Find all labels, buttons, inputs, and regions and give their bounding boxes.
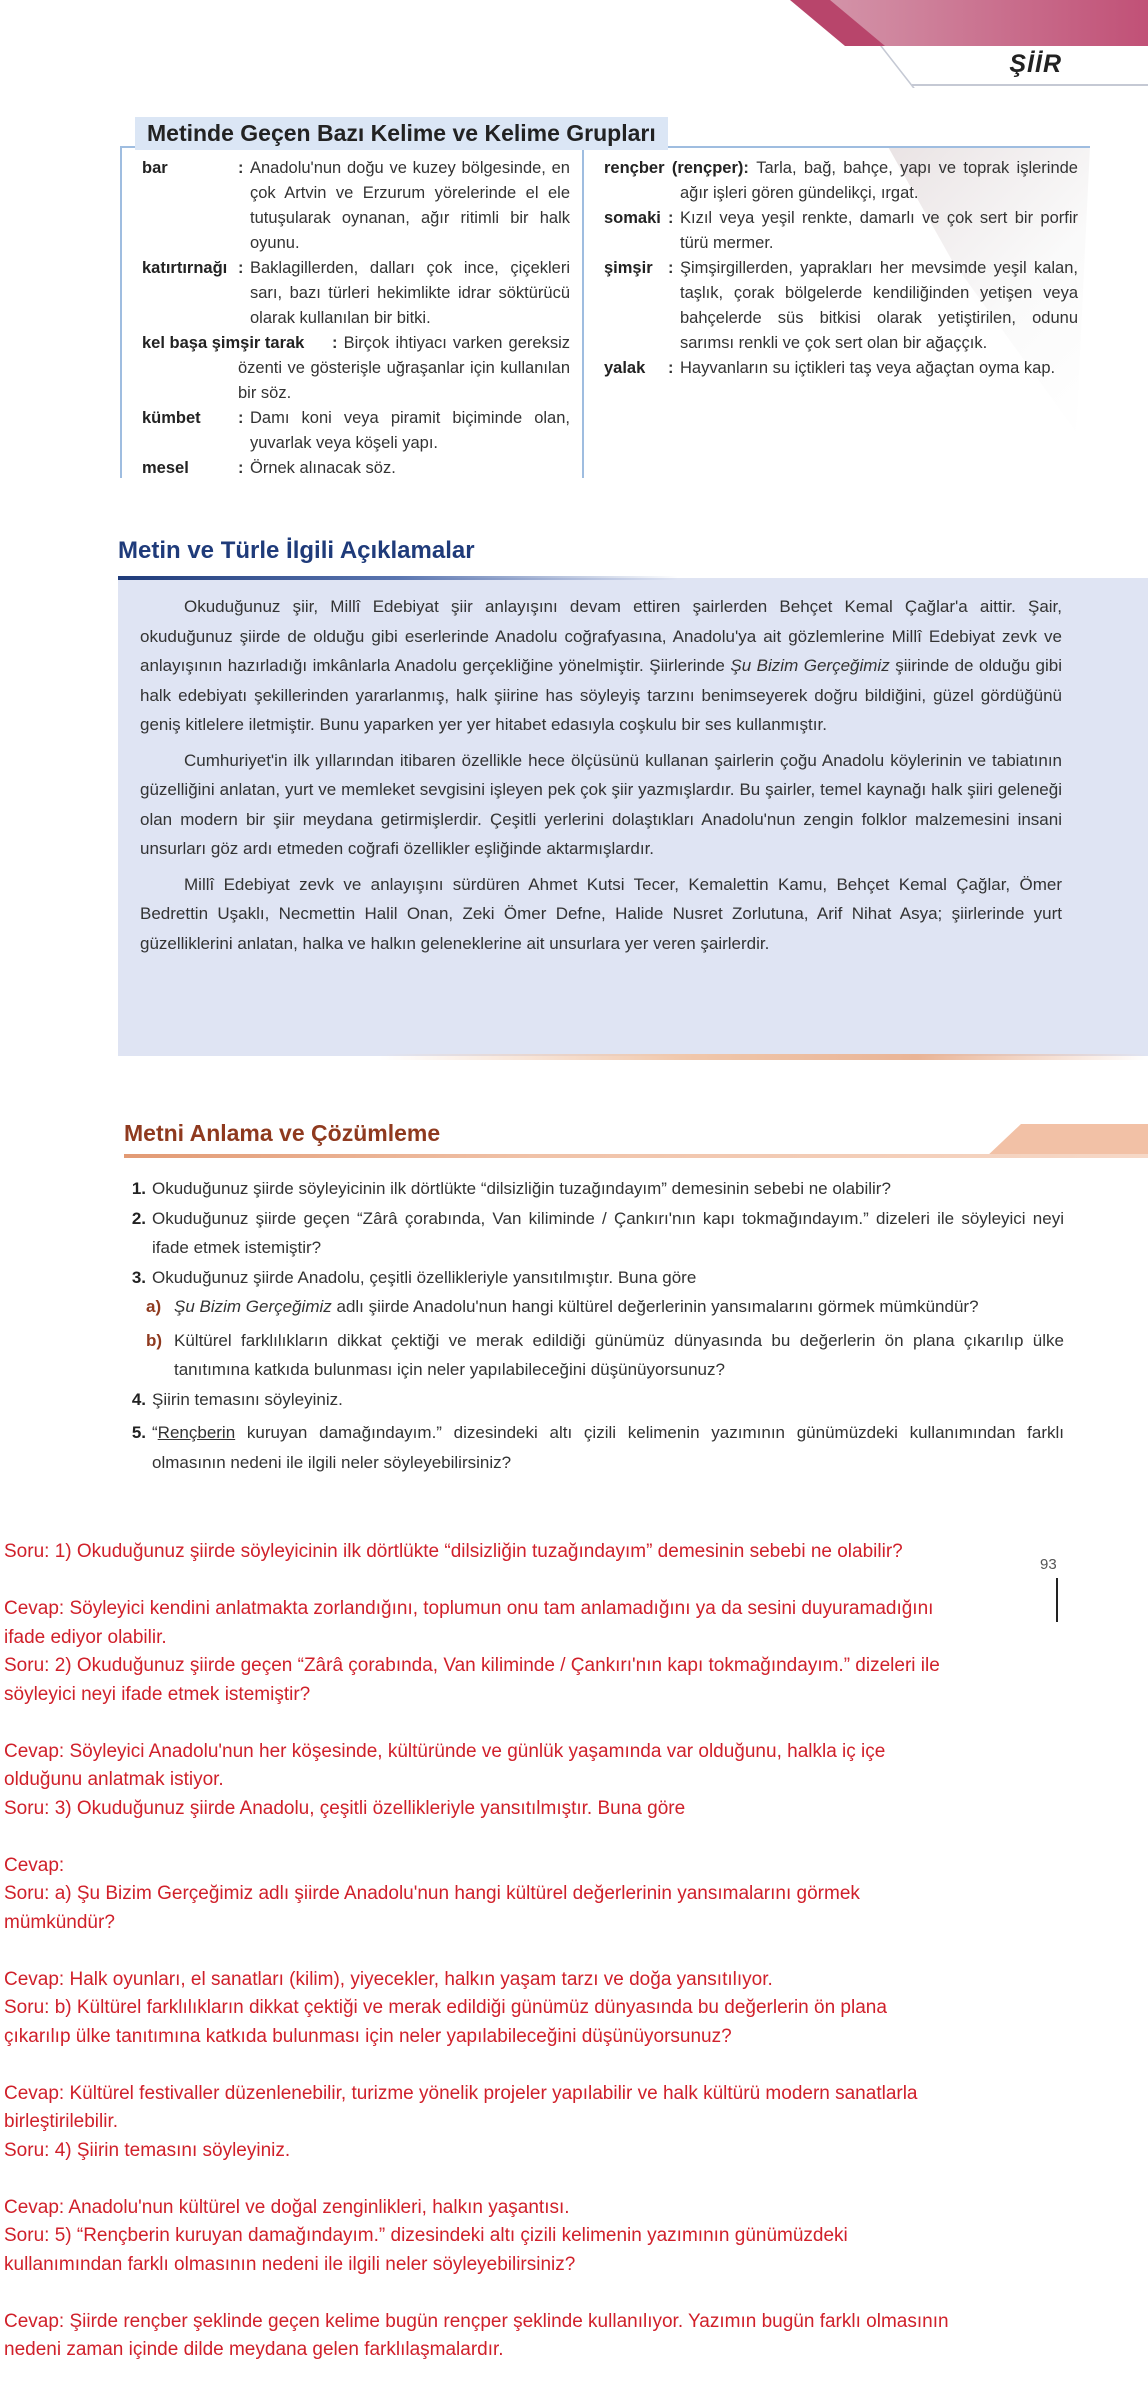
question-list — [124, 1174, 1064, 1477]
header-divider — [912, 84, 1148, 86]
answer-line — [4, 1823, 1128, 1852]
vocab-column-left — [142, 156, 570, 481]
answer-line — [4, 1937, 1128, 1966]
answer-line: Cevap: — [4, 1854, 65, 1876]
vocab-column-right — [604, 156, 1078, 381]
answer-line: Soru: a) Şu Bizim Gerçeğimiz adlı şiirde Anadolu'nun hangi kültürel değerlerinin yansımalarını görmek — [4, 1883, 860, 1904]
question-text: Okuduğunuz şiirde geçen “Zârâ çorabında, Van kiliminde / Çankırı'nın kapı tokmağındayım.” dizeleri ile söyleyici neyi ifade etmek istemiştir? — [152, 1208, 1064, 1257]
answer-line: Soru: 3) Okuduğunuz şiirde Anadolu, çeşitli özellikleriyle yansıtılmıştır. Buna göre — [4, 1797, 686, 1819]
answer-line: Soru: 2) Okuduğunuz şiirde geçen “Zârâ çorabında, Van kiliminde / Çankırı'nın kapı tokmağındayım.” dizeleri ile — [4, 1655, 940, 1676]
vocab-definition: Anadolu'nun doğu ve kuzey bölgesinde, en çok Artvin ve Erzurum yörelerinde el ele tutuşularak oynanan, ağır ritimli bir halk oyunu. — [250, 159, 570, 252]
question-number: 1. — [131, 1179, 146, 1198]
vocab-term: somaki — [604, 209, 661, 227]
vocab-entry — [604, 256, 1078, 356]
answer-line: Cevap: Şiirde rençber şeklinde geçen kelime bugün rençper şeklinde kullanılıyor. Yazımın bugün farklı olmasının — [4, 2310, 949, 2332]
paragraph: Cumhuriyet'in ilk yıllarından itibaren özellikle hece ölçüsünü kullanan şairlerin çoğu Anadolu köylerinin ve tabiatının güzelliğini anlatan, yurt ve memleket sevgisini işleyen pek çok şiir yazmışlardır. Bu şairler, temel kaynağı halk şiiri geleneği olan modern bir şiir meydana getirmişlerdir. Çeşitli yerlerini dolaştıkları Anadolu'nun zengin folklor malzemesini insani unsurları göz ardı etmeden coğrafi özellikler eşliğinde aktarmışlardır. — [140, 750, 1062, 858]
explanations-text — [140, 592, 1062, 964]
vocab-entry — [142, 256, 570, 331]
vocab-colon: : — [668, 259, 674, 277]
answer-line — [4, 1567, 1128, 1596]
header-decoration-band-light — [830, 0, 1148, 46]
answer-line: Cevap: Söyleyici kendini anlatmakta zorlandığını, toplumun onu tam anlamadığını ya da sesini duyuramadığını — [4, 1598, 934, 1619]
vocab-definition: Hayvanların su içtikleri taş veya ağaçtan oyma kap. — [680, 359, 1056, 377]
vocab-definition: Şimşirgillerden, yaprakları her mevsimde yeşil kalan, taşlık, çorak bölgelerde kendiliğinden yetişen veya bahçelerde süs bitkisi olarak yetiştirilen, odunu sarımsı renkli ve çok sert olan bir ağaççık. — [680, 259, 1078, 352]
vocab-colon: : — [743, 159, 757, 177]
question-number: 3. — [131, 1267, 146, 1287]
question-item — [124, 1174, 1064, 1204]
answer-line: olduğunu anlatmak istiyor. — [4, 1769, 224, 1790]
answer-line — [4, 2051, 1128, 2080]
answer-line: Cevap: Kültürel festivaller düzenlenebilir, turizme yönelik projeler yapılabilir ve halk kültürü modern sanatlarla — [4, 2082, 918, 2104]
vocab-definition: Damı koni veya piramit biçiminde olan, yuvarlak veya köşeli yapı. — [250, 409, 570, 452]
vocab-entry: kel başa şimşir tarak — [142, 334, 305, 352]
vocab-definition: Kızıl veya yeşil renkte, damarlı ve çok sert bir porfir türü mermer. — [680, 209, 1078, 252]
answer-line: Cevap: Halk oyunları, el sanatları (kilim), yiyecekler, halkın yaşam tarzı ve doğa yansıtılıyor. — [4, 1968, 773, 1990]
question-text: “Rençberin kuruyan damağındayım.” dizesindeki altı çizili kelimenin yazımının günümüzdeki kullanımından farklı olmasının nedeni ile ilgili neler söyleyebilirsiniz? — [152, 1423, 1064, 1472]
answer-line: söyleyici neyi ifade etmek istemiştir? — [4, 1683, 311, 1705]
answer-line — [4, 2165, 1128, 2194]
paragraph: Okuduğunuz şiir, Millî Edebiyat şiir anlayışını devam ettiren şairlerden Behçet Kemal Çağlar'a aittir. Şair, okuduğunuz şiirde de olduğu gibi eserlerinde Anadolu coğrafyasına, Anadolu'ya ait gözlemlerine Millî Edebiyat zevk ve anlayışının hazırladığı imkânlarla Anadolu gerçekliğine yönelmiştir. Şiirlerinde Şu Bizim Gerçeğimiz şiirinde de olduğu gibi halk edebiyatı şekillerinden yararlanmış, halk şiirine has söyleyiş tarzını benimseyerek doğru bildiğini, güzel gördüğünü geniş kitlelere iletmiştir. Bunu yaparken yer yer hitabet edasıyla coşkulu bir ses kullanmıştır. — [140, 597, 1062, 734]
question-item — [124, 1418, 1064, 1477]
question-number: 4. — [131, 1389, 146, 1409]
answer-line: ifade ediyor olabilir. — [4, 1626, 167, 1648]
answer-line: Soru: 5) “Rençberin kuruyan damağındayım.” dizesindeki altı çizili kelimenin yazımının günümüzdeki — [4, 2225, 848, 2246]
answer-line: Soru: 1) Okuduğunuz şiirde söyleyicinin ilk dörtlükte “dilsizliğin tuzağındayım” demesinin sebebi ne olabilir? — [4, 1541, 903, 1562]
answer-line: çıkarılıp ülke tanıtımına katkıda bulunması için neler yapılabileceğini düşünüyorsunuz? — [4, 2025, 732, 2047]
question-text: Okuduğunuz şiirde söyleyicinin ilk dörtlükte “dilsizliğin tuzağındayım” demesinin sebebi ne olabilir? — [152, 1179, 891, 1198]
vocab-entry — [142, 456, 570, 481]
vocab-colon: : — [238, 459, 244, 477]
underlined-word: Rençberin — [157, 1423, 236, 1442]
paragraph: Millî Edebiyat zevk ve anlayışını sürdüren Ahmet Kutsi Tecer, Kemalettin Kamu, Behçet Kemal Çağlar, Ömer Bedrettin Uşaklı, Necmettin Halil Onan, Zeki Ömer Defne, Halide Nusret Zorlutuna, Arif Nihat Asya; şiirlerinde yurt güzelliklerini anlatan, halka ve halkın geleneklerine ait unsurlara yer veren şairlerdir. — [140, 874, 1062, 953]
question-item — [124, 1204, 1064, 1263]
vocab-entry — [142, 156, 570, 256]
vocab-definition: Birçok ihtiyacı varken gereksiz özenti ve gösterişle uğraşanlar için kullanılan bir söz. — [238, 334, 570, 402]
answer-line: mümkündür? — [4, 1911, 115, 1933]
page-header-title: ŞİİR — [1009, 50, 1062, 78]
vocab-term: bar — [142, 159, 168, 177]
vocab-section-title: Metinde Geçen Bazı Kelime ve Kelime Grupları — [135, 117, 668, 150]
answer-line: Soru: 4) Şiirin temasını söyleyiniz. — [4, 2139, 291, 2161]
vocab-term: katırtırnağı — [142, 259, 228, 277]
answer-line: kullanımından farklı olmasının nedeni ile ilgili neler söyleyebilirsiniz? — [4, 2253, 576, 2275]
vocab-entry — [604, 156, 1078, 206]
question-item — [124, 1263, 1064, 1293]
vocab-term: rençber (rençper) — [604, 159, 744, 177]
section-header-band — [985, 1124, 1148, 1158]
section-title-underline — [118, 576, 678, 580]
vocab-definition: Örnek alınacak söz. — [250, 459, 396, 477]
header-divider-slant — [880, 46, 915, 88]
question-text: Şiirin temasını söyleyiniz. — [152, 1389, 343, 1409]
poem-title-italic: Şu Bizim Gerçeğimiz — [730, 656, 890, 675]
question-item — [124, 1385, 1064, 1415]
vocab-colon: : — [332, 334, 344, 352]
answers-block — [4, 1538, 1128, 2365]
sub-question-text: Kültürel farklılıkların dikkat çektiği ve merak edildiği günümüz dünyasında bu değerlerin ön plana çıkarılıp ülke tanıtımına katkıda bulunması için neler yapılabileceğini düşünüyorsunuz? — [174, 1330, 1064, 1379]
question-text: Okuduğunuz şiirde Anadolu, çeşitli özellikleriyle yansıtılmıştır. Buna göre — [152, 1267, 697, 1287]
vocab-entry — [604, 356, 1078, 381]
vocab-colon: : — [668, 359, 674, 377]
answer-line — [4, 2279, 1128, 2308]
answer-line: Soru: b) Kültürel farklılıkların dikkat çektiği ve merak edildiği günümüz dünyasında bu değerlerin ön plana — [4, 1997, 887, 2018]
question-number: 2. — [131, 1208, 146, 1228]
sub-question-label: b) — [146, 1330, 163, 1350]
answer-line: Cevap: Anadolu'nun kültürel ve doğal zenginlikleri, halkın yaşantısı. — [4, 2196, 570, 2218]
sub-question-item — [146, 1326, 1064, 1385]
vocab-entry — [604, 206, 1078, 256]
vocab-definition: Baklagillerden, dalları çok ince, çiçekleri sarı, bazı türleri hekimlikte idrar söktürücü olarak kullanılan bir bitki. — [250, 259, 570, 327]
section-title-underline — [124, 1154, 1148, 1158]
vocab-colon: : — [238, 159, 244, 177]
page-number: 93 — [1040, 1556, 1057, 1573]
vocab-colon: : — [238, 409, 244, 427]
explanations-box-bottom-accent — [380, 1054, 1148, 1060]
answer-line: nedeni zaman içinde dilde meydana gelen farklılaşmalardır. — [4, 2339, 504, 2360]
sub-question-item — [146, 1292, 1064, 1322]
vocab-colon: : — [668, 209, 674, 227]
vocab-term: şimşir — [604, 259, 653, 277]
answer-line — [4, 1709, 1128, 1738]
vocab-term: mesel — [142, 459, 189, 477]
sub-question-text: Şu Bizim Gerçeğimiz adlı şiirde Anadolu'nun hangi kültürel değerlerinin yansımalarını görmek mümkündür? — [174, 1297, 979, 1316]
question-number: 5. — [131, 1423, 146, 1442]
answer-line: Cevap: Söyleyici Anadolu'nun her köşesinde, kültüründe ve günlük yaşamında var olduğunu, halkla iç içe — [4, 1740, 886, 1762]
vocab-entry — [142, 406, 570, 456]
sub-question-label: a) — [146, 1297, 162, 1316]
vocab-term: kümbet — [142, 409, 201, 427]
section-title-comprehension: Metni Anlama ve Çözümleme — [124, 1120, 441, 1146]
answer-line: birleştirilebilir. — [4, 2111, 119, 2132]
vocab-term: yalak — [604, 359, 646, 377]
section-title-explanations: Metin ve Türle İlgili Açıklamalar — [118, 537, 475, 564]
vocab-colon: : — [238, 259, 244, 277]
vocab-definition: Tarla, bağ, bahçe, yapı ve toprak işlerinde ağır işleri gören gündelikçi, ırgat. — [680, 159, 1078, 202]
